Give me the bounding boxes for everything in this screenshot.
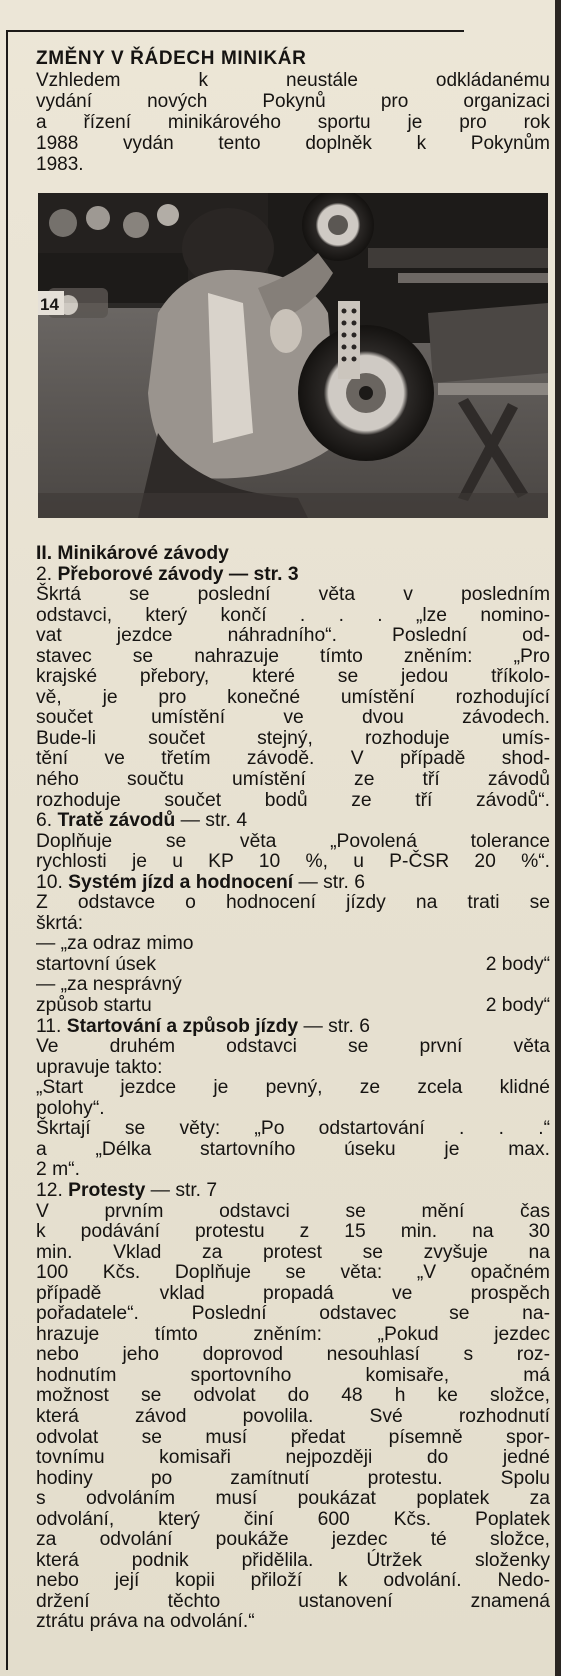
text-line: krajské přebory, které se jedou tříkolo- bbox=[36, 666, 550, 688]
subsection-heading: 2. Přeborové závody — str. 3 bbox=[36, 563, 299, 585]
text-line: odvolat se musí předat písemně spor- bbox=[36, 1426, 550, 1448]
penalty-item: startovní úsek bbox=[36, 953, 157, 975]
text-line: rychlosti je u KP 10 %, u P-ČSR 20 %“. bbox=[36, 851, 550, 873]
lead-line: 1983. bbox=[36, 154, 84, 175]
text-line: „Start jezdce je pevný, ze zcela klidné bbox=[36, 1077, 550, 1099]
text-line: ného součtu umístění ze tří závodů bbox=[36, 769, 550, 791]
text-line: k podávání protestu z 15 min. na 30 bbox=[36, 1221, 550, 1243]
text-line: Doplňuje se věta „Povolená tolerance bbox=[36, 830, 550, 852]
column-rule-left bbox=[6, 30, 8, 1670]
text-line: polohy“. bbox=[36, 1097, 105, 1119]
text-line: — „za nesprávný bbox=[36, 974, 182, 996]
subsection-heading: 6. Tratě závodů — str. 4 bbox=[36, 810, 248, 832]
text-line: Škrtá se poslední věta v posledním bbox=[36, 584, 550, 606]
penalty-row bbox=[36, 996, 550, 1017]
lead-line: a řízení minikárového sportu je pro rok bbox=[36, 112, 550, 133]
text-line: min. Vklad za protest se zvyšuje na bbox=[36, 1241, 550, 1263]
kart-mechanic-photo bbox=[38, 193, 548, 518]
text-line: držení těchto ustanovení znamená bbox=[36, 1590, 550, 1612]
text-line: tovnímu komisaři nejpozději do jedné bbox=[36, 1447, 550, 1469]
text-line: odvolání, který činí 600 Kčs. Poplatek bbox=[36, 1508, 550, 1530]
text-line: která závod povolila. Své rozhodnutí bbox=[36, 1405, 550, 1427]
penalty-item: způsob startu bbox=[36, 995, 152, 1017]
subsection-heading: 11. Startování a způsob jízdy — str. 6 bbox=[36, 1015, 370, 1037]
text-line: a „Délka startovního úseku je max. bbox=[36, 1138, 550, 1160]
text-line: za odvolání poukáže jezdec té složce, bbox=[36, 1529, 550, 1551]
text-line: škrtá: bbox=[36, 912, 84, 934]
section-title: II. Minikárové závody bbox=[36, 543, 229, 564]
text-line: hodiny po zamítnutí protestu. Spolu bbox=[36, 1467, 550, 1489]
text-line: Bude-li součet stejný, rozhoduje umís- bbox=[36, 727, 550, 749]
text-line: rozhoduje součet bodů ze tří závodů“. bbox=[36, 789, 550, 811]
text-line: součet umístění ve dvou závodech. bbox=[36, 707, 550, 729]
penalty-points: 2 body“ bbox=[485, 953, 550, 975]
text-line: V prvním odstavci se mění čas bbox=[36, 1200, 550, 1222]
text-line: tění ve třetím závodě. V případě shod- bbox=[36, 748, 550, 770]
text-line: pořadatele“. Poslední odstavec se na- bbox=[36, 1303, 550, 1325]
text-line: upravuje takto: bbox=[36, 1056, 163, 1078]
text-line: s odvoláním musí poukázat poplatek za bbox=[36, 1488, 550, 1510]
text-line: Z odstavce o hodnocení jízdy na trati se bbox=[36, 892, 550, 914]
lead-line: Vzhledem k neustále odkládanému bbox=[36, 70, 550, 91]
subsection-heading: 12. Protesty — str. 7 bbox=[36, 1179, 218, 1201]
lead-line: 1988 vydán tento doplněk k Pokynům bbox=[36, 133, 550, 154]
article-header bbox=[36, 48, 550, 175]
subsection-heading: 10. Systém jízd a hodnocení — str. 6 bbox=[36, 871, 365, 893]
article-lead bbox=[36, 70, 550, 175]
text-line: případě vklad propadá ve prospěch bbox=[36, 1282, 550, 1304]
text-line: 100 Kčs. Doplňuje se věta: „V opačném bbox=[36, 1262, 550, 1284]
kart-number: 14 bbox=[40, 295, 59, 314]
text-line: ztrátu práva na odvolání.“ bbox=[36, 1611, 255, 1633]
text-line: odstavci, který končí . . . „lze nomino- bbox=[36, 604, 550, 626]
text-line: hrazuje tímto zněním: „Pokud jezdec bbox=[36, 1323, 550, 1345]
text-line: Škrtají se věty: „Po odstartování . . .“ bbox=[36, 1118, 550, 1140]
column-rule-top bbox=[6, 30, 464, 32]
lead-line: vydání nových Pokynů pro organizaci bbox=[36, 91, 550, 112]
penalty-row bbox=[36, 955, 550, 976]
text-line: — „za odraz mimo bbox=[36, 933, 194, 955]
text-line: stavec se nahrazuje tímto zněním: „Pro bbox=[36, 645, 550, 667]
text-line: možnost se odvolat do 48 h ke složce, bbox=[36, 1385, 550, 1407]
article-headline: ZMĚNY V ŘÁDECH MINIKÁR bbox=[36, 48, 307, 69]
text-line: nebo její kopii přiloží k odvolání. Nedo- bbox=[36, 1570, 550, 1592]
text-line: 2 m“. bbox=[36, 1159, 80, 1181]
text-line: nebo jeho doprovod nesouhlasí s roz- bbox=[36, 1344, 550, 1366]
text-line: Ve druhém odstavci se první věta bbox=[36, 1036, 550, 1058]
penalty-points: 2 body“ bbox=[485, 995, 550, 1017]
text-line: hodnutím sportovního komisaře, má bbox=[36, 1364, 550, 1386]
article-photo bbox=[38, 193, 548, 518]
text-line: která podnik přidělila. Útržek složenky bbox=[36, 1549, 550, 1571]
text-line: vat jezdce náhradního“. Poslední od- bbox=[36, 625, 550, 647]
article-body bbox=[36, 544, 550, 1633]
page-edge bbox=[555, 0, 561, 1676]
text-line: vě, je pro konečné umístění rozhodující bbox=[36, 686, 550, 708]
